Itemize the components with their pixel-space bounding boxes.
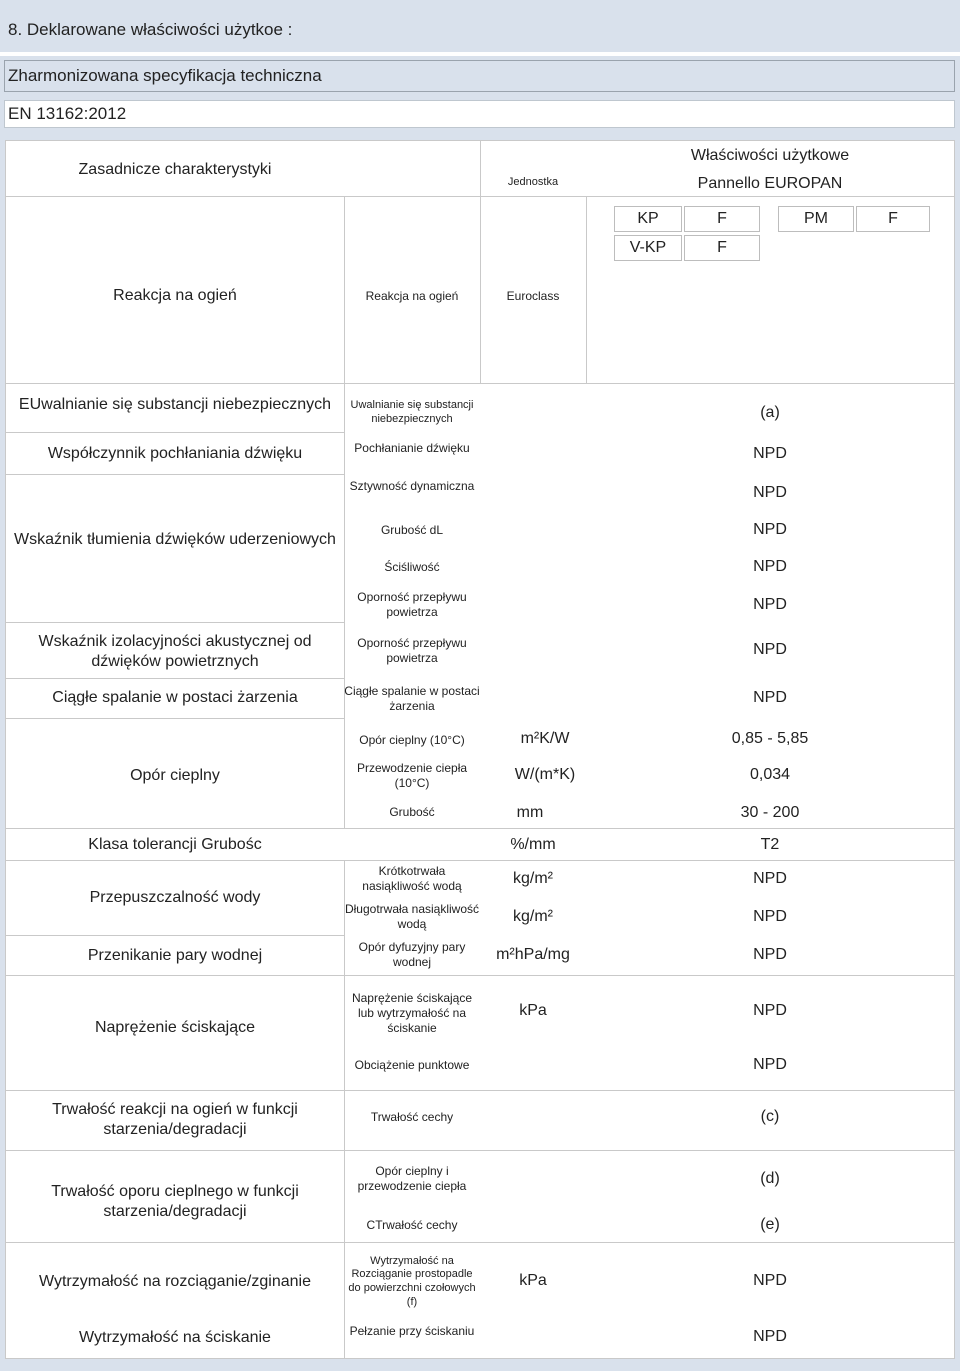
thermal-resistance-unit: m²K/W bbox=[520, 730, 570, 747]
grid-line bbox=[5, 1242, 955, 1243]
dynamic-stiffness: Sztywność dynamiczna bbox=[349, 478, 475, 493]
absorption-essential: Współczynnik pochłaniania dźwięku bbox=[47, 445, 303, 462]
compressive-strength-essential: Wytrzymałość na ściskanie bbox=[79, 1329, 271, 1346]
grid-line bbox=[5, 935, 345, 936]
header-unit: Jednostka bbox=[507, 176, 559, 189]
durability-fire-value: (c) bbox=[760, 1108, 780, 1125]
fire-unit: Euroclass bbox=[506, 288, 560, 303]
absorption-value: NPD bbox=[753, 445, 787, 462]
header-performance: Właściwości użytkowe bbox=[690, 147, 850, 164]
header-essential: Zasadnicze charakterystyki bbox=[78, 161, 272, 178]
compressive-stress-unit: kPa bbox=[519, 1002, 547, 1019]
class-pm-value: F bbox=[856, 206, 930, 232]
tensile-property: Wytrzymałość na Rozciąganie prostopadle do powierzchni czołowych (f) bbox=[348, 1254, 476, 1308]
water-short: Krótkotrwała nasiąkliwość wodą bbox=[362, 864, 462, 893]
grid-line bbox=[5, 975, 955, 976]
durability-thermal-property: Opór cieplny i przewodzenie ciepła bbox=[357, 1164, 467, 1193]
durability-thermal-essential: Trwałość oporu cieplnego w funkcji starzenia/degradacji bbox=[51, 1183, 299, 1220]
tensile-value: NPD bbox=[753, 1272, 787, 1289]
tolerance-value: T2 bbox=[760, 836, 780, 853]
grid-line bbox=[5, 1090, 955, 1091]
creep: Pełzanie przy ściskaniu bbox=[349, 1323, 475, 1338]
thermal-conductivity: Przewodzenie ciepła (10°C) bbox=[356, 761, 468, 790]
dangerous-property: Uwalnianie się substancji niebezpiecznych bbox=[350, 399, 474, 425]
class-kp: KP bbox=[614, 206, 682, 232]
water-long: Długotrwała nasiąkliwość wodą bbox=[344, 902, 480, 931]
water-long-value: NPD bbox=[753, 908, 787, 925]
water-short-value: NPD bbox=[753, 870, 787, 887]
grid-line bbox=[5, 474, 345, 475]
water-short-unit: kg/m² bbox=[513, 870, 553, 887]
class-vkp: V-KP bbox=[614, 235, 682, 261]
compressive-stress-value: NPD bbox=[753, 1002, 787, 1019]
dangerous-essential: EUwalnianie się substancji niebezpiecznych bbox=[18, 396, 332, 413]
standard-box bbox=[4, 100, 955, 128]
creep-value: NPD bbox=[753, 1328, 787, 1345]
thermal-essential: Opór cieplny bbox=[130, 767, 220, 784]
thickness-value: 30 - 200 bbox=[740, 804, 800, 821]
glowing-property: Ciągłe spalanie w postaci żarzenia bbox=[344, 684, 480, 713]
thickness: Grubość bbox=[389, 804, 435, 819]
grid-line bbox=[586, 196, 587, 383]
durability-fire-essential: Trwałość reakcji na ogień w funkcji starzenia/degradacji bbox=[52, 1101, 298, 1138]
section-heading: 8. Deklarowane właściwości użytkoe : bbox=[8, 20, 293, 39]
fire-property: Reakcja na ogień bbox=[365, 288, 459, 303]
grid-line bbox=[5, 1150, 955, 1151]
grid-line bbox=[5, 828, 955, 829]
grid-line bbox=[5, 432, 345, 433]
header-product: Pannello EUROPAN bbox=[697, 175, 843, 192]
thickness-unit: mm bbox=[516, 804, 544, 821]
thermal-conductivity-unit: W/(m*K) bbox=[514, 766, 576, 783]
durability-thermal-value-e: (e) bbox=[760, 1216, 780, 1233]
vapour-essential: Przenikanie pary wodnej bbox=[87, 947, 263, 964]
compressive-stress-essential: Naprężenie ściskające bbox=[94, 1019, 256, 1036]
tolerance-essential: Klasa tolerancji Grubośc bbox=[88, 836, 262, 853]
water-essential: Przepuszczalność wody bbox=[89, 889, 261, 906]
absorption-property: Pochłanianie dźwięku bbox=[354, 440, 470, 455]
compressibility: Ściśliwość bbox=[384, 559, 440, 574]
spec-label: Zharmonizowana specyfikacja techniczna bbox=[8, 66, 322, 85]
compressive-stress-property: Naprężenie ściskające lub wytrzymałość na ściskanie bbox=[351, 990, 473, 1035]
standard-code: EN 13162:2012 bbox=[8, 104, 127, 123]
grid-line bbox=[5, 140, 6, 1359]
grid-line bbox=[5, 678, 345, 679]
glowing-value: NPD bbox=[753, 689, 787, 706]
grid-line bbox=[954, 140, 955, 1359]
point-load-value: NPD bbox=[753, 1056, 787, 1073]
airflow-resistance-2: Oporność przepływu powietrza bbox=[357, 636, 467, 665]
grid-line bbox=[5, 860, 955, 861]
airflow-resistance-1-value: NPD bbox=[753, 596, 787, 613]
vapour-property: Opór dyfuzyjny pary wodnej bbox=[358, 940, 466, 969]
tolerance-unit: %/mm bbox=[510, 836, 556, 853]
class-pm: PM bbox=[778, 206, 854, 232]
class-vkp-value: F bbox=[684, 235, 760, 261]
vapour-value: NPD bbox=[753, 946, 787, 963]
thermal-conductivity-value: 0,034 bbox=[749, 766, 791, 783]
fire-essential: Reakcja na ogień bbox=[113, 287, 237, 304]
point-load: Obciążenie punktowe bbox=[354, 1057, 470, 1072]
durability-thermal-property-2: CTrwałość cechy bbox=[366, 1217, 458, 1232]
airflow-resistance-1: Oporność przepływu powietrza bbox=[357, 590, 467, 619]
dangerous-value: (a) bbox=[760, 404, 780, 421]
grid-line bbox=[5, 622, 345, 623]
dynamic-stiffness-value: NPD bbox=[753, 484, 787, 501]
thermal-resistance: Opór cieplny (10°C) bbox=[359, 732, 465, 747]
durability-fire-property: Trwałość cechy bbox=[370, 1109, 454, 1124]
compressibility-value: NPD bbox=[753, 558, 787, 575]
vapour-unit: m²hPa/mg bbox=[496, 946, 570, 963]
class-kp-value: F bbox=[684, 206, 760, 232]
tensile-unit: kPa bbox=[519, 1272, 547, 1289]
airflow-resistance-2-value: NPD bbox=[753, 641, 787, 658]
grid-line bbox=[5, 383, 955, 384]
water-long-unit: kg/m² bbox=[513, 908, 553, 925]
durability-thermal-value-d: (d) bbox=[760, 1170, 780, 1187]
airborne-essential: Wskaźnik izolacyjności akustycznej od dźwięków powietrznych bbox=[38, 633, 312, 670]
grid-line bbox=[5, 1358, 955, 1359]
thermal-resistance-value: 0,85 - 5,85 bbox=[731, 730, 809, 747]
tensile-essential: Wytrzymałość na rozciąganie/zginanie bbox=[39, 1273, 311, 1290]
thickness-dl-value: NPD bbox=[753, 521, 787, 538]
impact-essential: Wskaźnik tłumienia dźwięków uderzeniowych bbox=[14, 531, 336, 548]
grid-line bbox=[5, 718, 345, 719]
glowing-essential: Ciągłe spalanie w postaci żarzenia bbox=[52, 689, 298, 706]
thickness-dl: Grubość dL bbox=[380, 522, 444, 537]
